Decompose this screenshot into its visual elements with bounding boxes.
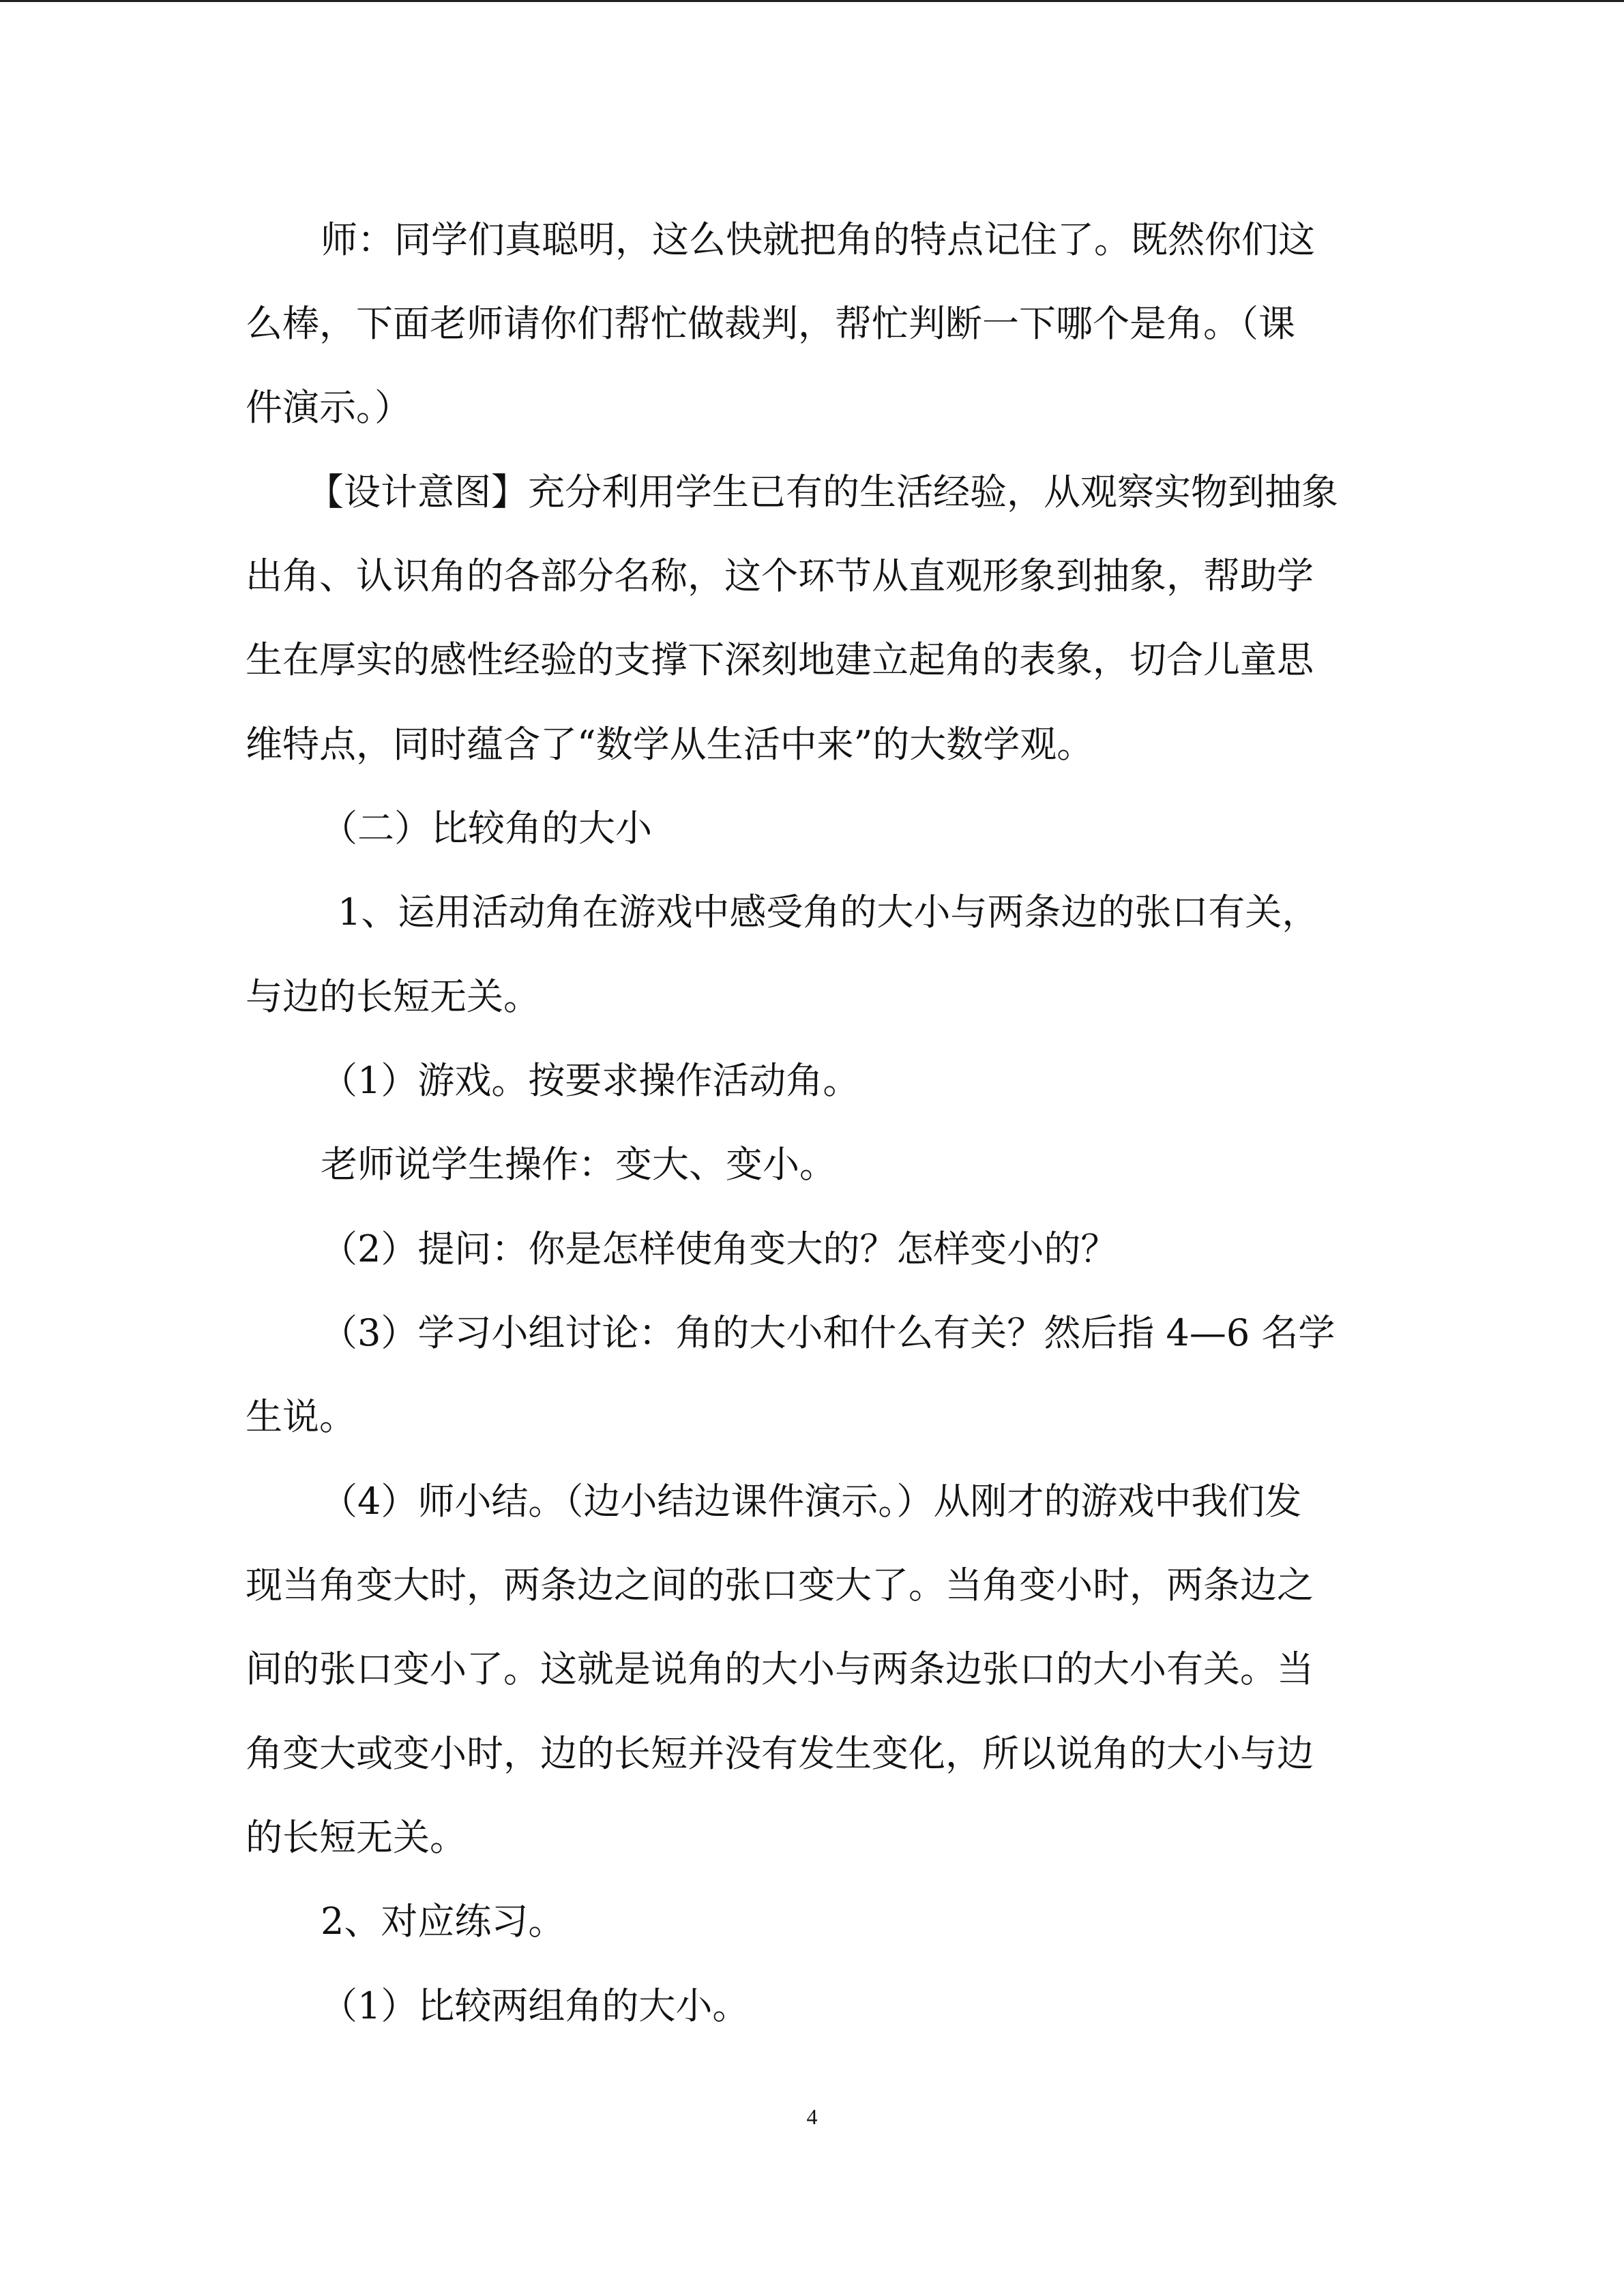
text-line: 老师说学生操作：变大、变小。 xyxy=(321,1143,836,1186)
page-number: 4 xyxy=(806,2104,818,2129)
text-line: 生说。 xyxy=(246,1395,356,1438)
text-line: 间的张口变小了。这就是说角的大小与两条边张口的大小有关。当 xyxy=(246,1648,1314,1690)
text-line: 出角、认识角的各部分名称，这个环节从直观形象到抽象，帮助学 xyxy=(246,554,1314,597)
text-line: 件演示。） xyxy=(246,386,411,429)
text-line: 2、对应练习。 xyxy=(321,1900,565,1943)
text-line: 生在厚实的感性经验的支撑下深刻地建立起角的表象，切合儿童思 xyxy=(246,638,1314,681)
text-line: （3）学习小组讨论：角的大小和什么有关？然后指 4—6 名学 xyxy=(321,1311,1335,1354)
text-line: 师：同学们真聪明，这么快就把角的特点记住了。既然你们这 xyxy=(321,218,1315,261)
page-top-border xyxy=(0,0,1624,2)
text-line: 1、运用活动角在游戏中感受角的大小与两条边的张口有关， xyxy=(338,891,1319,934)
section-heading: （二）比较角的大小 xyxy=(321,807,652,850)
text-line: 角变大或变小时，边的长短并没有发生变化，所以说角的大小与边 xyxy=(246,1732,1314,1775)
text-line: （1）游戏。按要求操作活动角。 xyxy=(321,1059,860,1102)
text-line: 现当角变大时，两条边之间的张口变大了。当角变小时，两条边之 xyxy=(246,1564,1314,1607)
design-intent-line: 【设计意图】充分利用学生已有的生活经验，从观察实物到抽象 xyxy=(307,471,1338,513)
text-line: 维特点，同时蕴含了“数学从生活中来”的大数学观。 xyxy=(246,723,1094,766)
text-line: （1）比较两组角的大小。 xyxy=(321,1984,750,2027)
text-line: 与边的长短无关。 xyxy=(246,975,540,1018)
text-line: 的长短无关。 xyxy=(246,1816,467,1859)
text-line: （4）师小结。（边小结边课件演示。）从刚才的游戏中我们发 xyxy=(321,1480,1302,1523)
text-line: 么棒，下面老师请你们帮忙做裁判，帮忙判断一下哪个是角。（课 xyxy=(246,302,1295,345)
text-line: （2）提问：你是怎样使角变大的？怎样变小的？ xyxy=(321,1227,1118,1270)
